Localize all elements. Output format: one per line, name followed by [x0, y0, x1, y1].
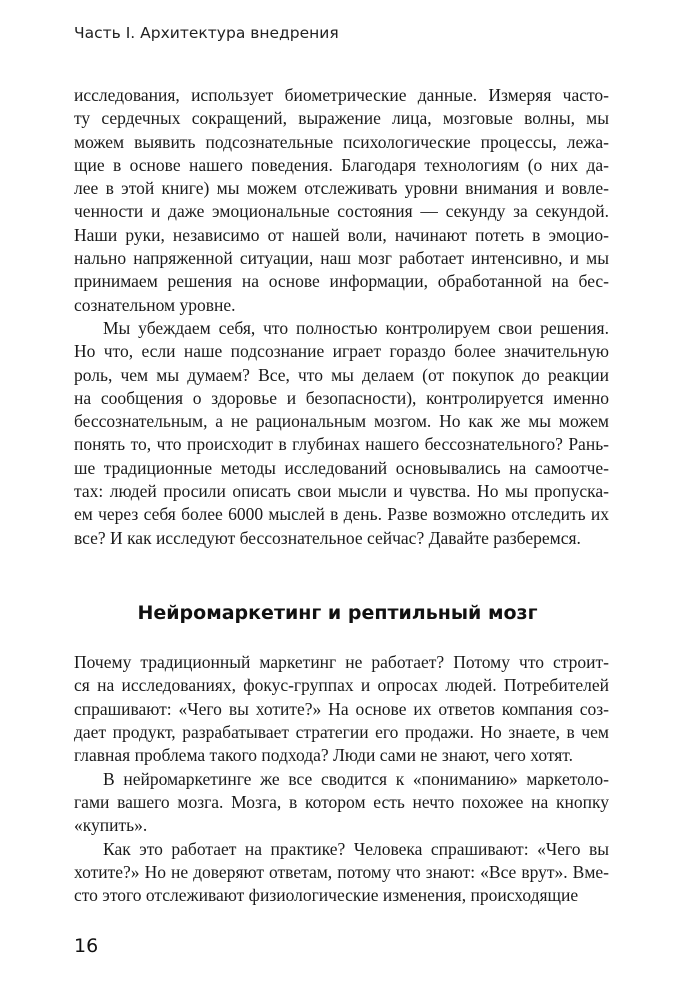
section-heading: Нейромаркетинг и рептильный мозг	[137, 602, 538, 624]
paragraph	[74, 84, 609, 317]
text-line	[74, 247, 609, 270]
text-line	[74, 838, 609, 861]
text-line	[74, 674, 609, 697]
page-number: 16	[74, 935, 99, 957]
text-line	[74, 791, 609, 814]
text-line-content: нально напряженной ситуации, наш мозг работает интенсивно, и мы	[74, 248, 609, 269]
text-line	[74, 387, 609, 410]
text-line-content: «купить».	[74, 815, 148, 836]
text-line	[74, 270, 609, 293]
text-line	[74, 433, 609, 456]
text-line	[74, 457, 609, 480]
text-line	[74, 154, 609, 177]
paragraph	[74, 651, 609, 767]
text-line	[74, 698, 609, 721]
text-line-content: спрашивают: «Чего вы хотите?» На основе их ответов компания соз-	[74, 698, 609, 719]
text-line	[74, 200, 609, 223]
text-line-content: ту сердечных сокращений, выражение лица, мозговые волны, мы	[74, 108, 609, 129]
text-line-content: ем через себя более 6000 мыслей в день. Разве возможно отследить их	[74, 504, 609, 525]
text-line	[74, 721, 609, 744]
text-line-content: щие в основе нашего поведения. Благодаря технологиям (о них да-	[74, 154, 609, 175]
text-line	[74, 410, 609, 433]
text-line-content: Наши руки, независимо от нашей воли, начинают потеть в эмоцио-	[74, 224, 609, 245]
text-line	[74, 177, 609, 200]
text-line	[74, 340, 609, 363]
text-line	[74, 107, 609, 130]
text-line	[74, 131, 609, 154]
text-line	[74, 651, 609, 674]
text-line	[74, 814, 609, 837]
text-line-content: Мы убеждаем себя, что полностью контролируем свои решения.	[103, 318, 609, 338]
text-line-content: сто этого отслеживают физиологические изменения, происходящие	[74, 885, 579, 906]
text-line	[74, 364, 609, 387]
text-line-content: все? И как исследуют бессознательное сейчас? Давайте разберемся.	[74, 527, 581, 548]
text-line-content: Как это работает на практике? Человека спрашивают: «Чего вы	[103, 838, 609, 859]
text-line	[74, 744, 609, 767]
text-line-content: главная проблема такого подхода? Люди сами не знают, чего хотят.	[74, 745, 574, 766]
text-line	[74, 884, 609, 907]
paragraph	[74, 768, 609, 838]
text-line-content: лее в этой книге) мы можем отслеживать уровни внимания и вовле-	[74, 178, 609, 199]
text-line	[74, 768, 609, 791]
text-line-content: дает продукт, разрабатывает стратегии его продажи. Но знаете, в чем	[74, 721, 609, 742]
paragraph	[74, 838, 609, 908]
text-line	[74, 861, 609, 884]
text-line	[74, 224, 609, 247]
running-head: Часть I. Архитектура внедрения	[74, 24, 339, 42]
text-line-content: Но что, если наше подсознание играет гораздо более значительную	[74, 341, 609, 362]
text-line-content: исследования, использует биометрические данные. Измеряя часто-	[74, 85, 609, 105]
text-line-content: принимаем решения на основе информации, обработанной на бес-	[74, 271, 609, 292]
text-line-content: сознательном уровне.	[74, 294, 236, 315]
text-line	[74, 503, 609, 526]
text-line-content: Почему традиционный маркетинг не работает? Потому что строит-	[74, 652, 609, 672]
text-line-content: на сообщения о здоровье и безопасности), контролируется именно	[74, 387, 609, 408]
text-line-content: понять то, что происходит в глубинах нашего бессознательного? Рань-	[74, 434, 609, 455]
paragraph	[74, 317, 609, 550]
text-line-content: тах: людей просили описать свои мысли и чувства. Но мы пропуска-	[74, 481, 609, 502]
text-line-content: В нейромаркетинге же все сводится к «пониманию» маркетоло-	[103, 768, 609, 789]
text-line-content: гами вашего мозга. Мозга, в котором есть нечто похожее на кнопку	[74, 791, 609, 812]
text-line	[74, 84, 609, 107]
text-line	[74, 317, 609, 340]
text-line-content: ше традиционные методы исследований основывались на самоотче-	[74, 457, 609, 478]
text-line-content: ся на исследованиях, фокус-группах и опросах людей. Потребителей	[74, 675, 609, 696]
text-line-content: ченности и даже эмоциональные состояния — секунду за секундой.	[74, 201, 609, 222]
text-line-content: можем выявить подсознательные психологические процессы, лежа-	[74, 131, 609, 152]
text-line	[74, 294, 609, 317]
text-line-content: хотите?» Но не доверяют ответам, потому что знают: «Все врут». Вме-	[74, 861, 609, 882]
text-line	[74, 480, 609, 503]
text-line	[74, 527, 609, 550]
text-line-content: роль, чем мы думаем? Все, что мы делаем (от покупок до реакции	[74, 364, 609, 385]
text-line-content: бессознательным, а не рациональным мозгом. Но как же мы можем	[74, 411, 609, 432]
